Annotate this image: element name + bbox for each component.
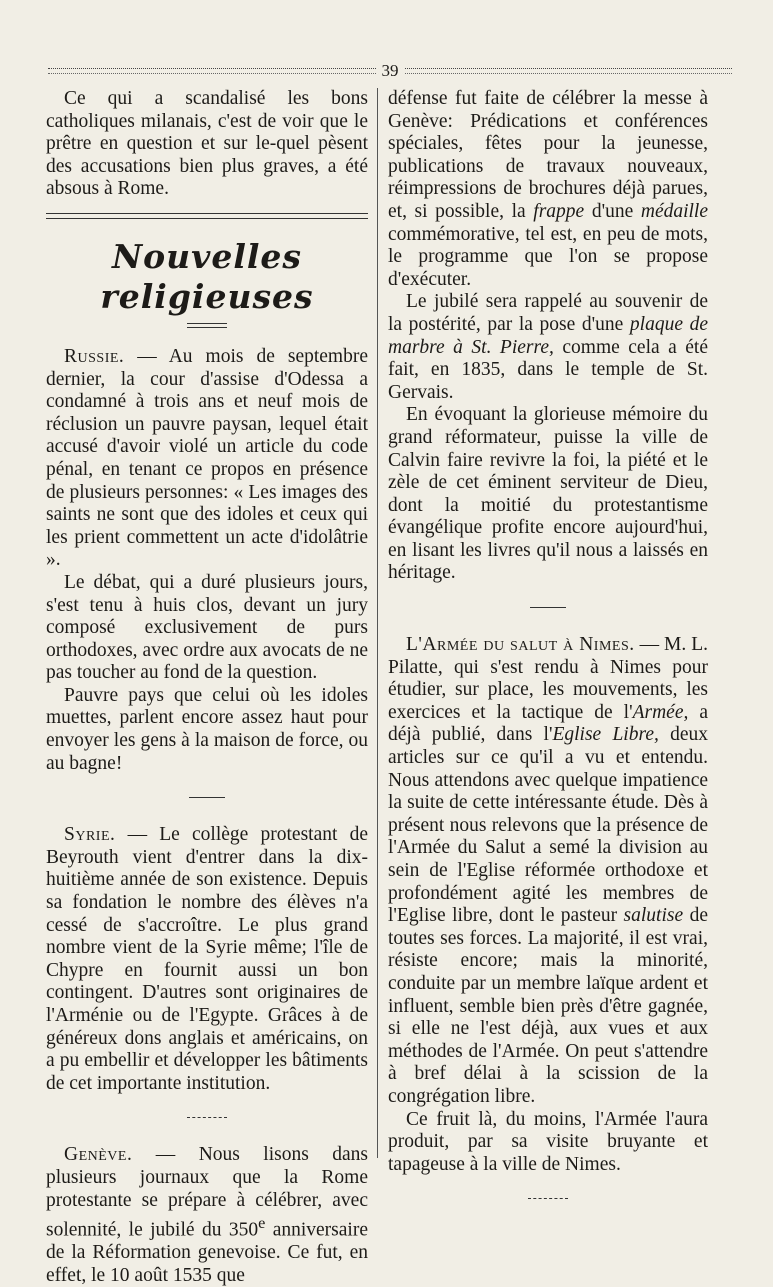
russie-paragraph-3: Pauvre pays que celui où les idoles muettes, parlent encore assez haut pour envoyer les gens à la maison de force, ou au bagne!: [46, 684, 368, 774]
russie-paragraph-2: Le débat, qui a duré plusieurs jours, s'est tenu à huis clos, devant un jury composé exclusivement de purs orthodoxes, avec ordre aux avocats de ne pas toucher au fond de la question.: [46, 571, 368, 684]
column-divider: [377, 88, 378, 1158]
page-number: 39: [381, 61, 399, 80]
left-column: [46, 88, 368, 1287]
page-header: [48, 60, 732, 82]
geneve-paragraph-1: Genève. — Nous lisons dans plusieurs journaux que la Rome protestante se prépare à célébrer, avec solennité, le jubilé du 350e anniversaire de la Réformation genevoise. Ce fut, en effet, le 10 août 1535 que: [46, 1144, 368, 1286]
armee-paragraph-2: Ce fruit là, du moins, l'Armée l'aura produit, par sa visite bruyante et tapageuse à la ville de Nimes.: [388, 1108, 708, 1175]
title-ornament-rule: [187, 323, 227, 328]
section-title: Nouvelles religieuses: [100, 236, 314, 316]
syrie-label: Syrie.: [64, 824, 116, 846]
geneve-continuation: défense fut faite de célébrer la messe à Genève: Prédications et conférences spéciales, fêtes pour la jeunesse, publications de travaux nouveaux, réimpressions de brochures déjà parues, et, si possible, la frappe d'une médaille commémorative, tel est, en peu de mots, le programme que l'on se propose d'exécuter.: [388, 88, 709, 290]
header-rule-left: [48, 68, 376, 74]
russie-paragraph-1: Russie. — Au mois de septembre dernier, la cour d'assise d'Odessa a condamné à trois ans et neuf mois de réclusion un pauvre paysan, lequel était accusé d'avoir violé un article du code pénal, en tenant ce propos en présence de plusieurs personnes: « Les images des saints ne sont que des idoles et ceux qui les prient commettent un acte d'idolâtrie ».: [46, 345, 368, 571]
article-separator: [530, 607, 566, 608]
syrie-paragraph: Syrie. — Le collège protestant de Beyrouth vient d'entrer dans la dix-huitième année de son existence. Depuis sa fondation le nombre des élèves n'a cessé de s'accroître. Le plus grand nombre vient de la Syrie même; l'île de Chypre en fournit aussi un bon contingent. D'autres sont originaires de l'Arménie ou de l'Egypte. Grâces à de généreux dons anglais et américains, on a pu embellir et développer les bâtiments de cet importante institution.: [46, 824, 368, 1094]
armee-label: L'Armée du salut à Nimes.: [406, 634, 635, 656]
geneve-label: Genève.: [64, 1144, 133, 1166]
right-column: [388, 88, 708, 1225]
double-rule: [46, 213, 368, 219]
geneve-paragraph-2: Le jubilé sera rappelé au souvenir de la postérité, par la pose d'une plaque de marbre à St. Pierre, comme cela a été fait, en 1835, dans le temple de St. Gervais.: [388, 291, 708, 403]
article-separator: [187, 1117, 227, 1118]
article-end-separator: [528, 1198, 568, 1199]
geneve-paragraph-3: En évoquant la glorieuse mémoire du grand réformateur, puisse la ville de Calvin faire revivre la foi, la piété et le zèle de cet éminent serviteur de Dieu, dont la moitié du protestantisme évangélique profite encore aujourd'hui, en lisant les livres qu'il nous a laissés en héritage.: [388, 404, 708, 584]
intro-paragraph: Ce qui a scandalisé les bons catholiques milanais, c'est de voir que le prêtre en question et sur le-quel pèsent des accusations bien plus graves, a été absous à Rome.: [46, 88, 368, 200]
russie-label: Russie.: [64, 345, 125, 367]
article-separator: [189, 797, 225, 798]
armee-paragraph-1: L'Armée du salut à Nimes. — M. L. Pilatte, qui s'est rendu à Nimes pour étudier, sur place, les mouvements, les exercices et la tactique de l'Armée, a déjà publié, dans l'Eglise Libre, deux articles sur ce qu'il a vu et entendu. Nous attendons avec quelque impatience la suite de cette intéressante étude. Dès à présent nous relevons que la présence de l'Armée du Salut a semé la division au sein de l'Eglise réformée orthodoxe et profondément agité les membres de l'Eglise libre, dont le pasteur salutise de toutes ses forces. La majorité, il est vrai, résiste encore; mais la minorité, conduite par un membre laïque ardent et influent, semble bien près d'être gagnée, si elle ne l'est déjà, aux vues et aux méthodes de l'Armée. On peut s'attendre à bref délai à la scission de la congrégation libre.: [388, 634, 709, 1107]
header-rule-right: [405, 68, 733, 74]
